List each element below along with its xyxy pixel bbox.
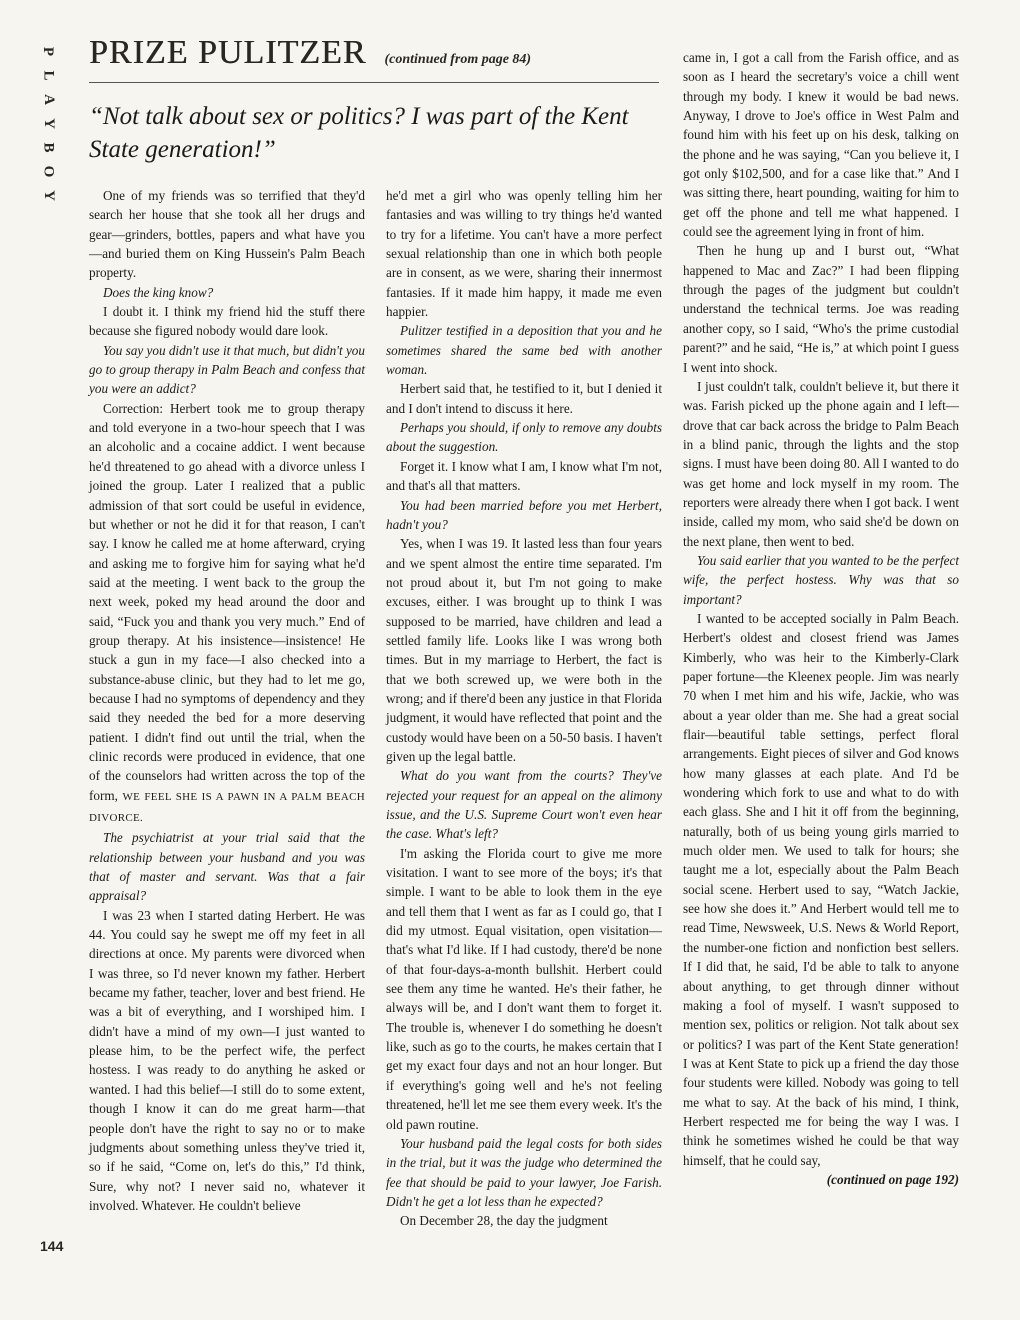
paragraph-text: You had been married before you met Herbert, hadn't you? [386,497,662,532]
continued-from-note: (continued from page 84) [384,52,532,67]
paragraph-text: I just couldn't talk, couldn't believe it, but there it was. Farish picked up the phone again and I left—drove that car back across the bridge to Palm Beach in a blind panic, through the lights and the stop signs. I must have been doing 80. All I wanted to do was get home and lock myself in my room. The reporters were already there when I got back. I went inside, called my mom, who said she'd be down on the next plane, then went to bed. [683,378,959,549]
paragraph-text: You said earlier that you wanted to be the perfect wife, the perfect hostess. Why was that so important? [683,552,959,607]
interview-question [89,341,365,399]
title-row [89,34,659,72]
paragraph-text: Yes, when I was 19. It lasted less than four years and we spent almost the entire time separated. I'm not proud about it, but I'm not going to make excuses, either. I was brought up to think I was supposed to be married, have children and lead a settled family life. Looks like I was wrong both times. But in my marriage to Herbert, the fact is that we both screwed up, we were both in the wrong; and if there'd been any justice in that Florida judgment, it would have reflected that point and the custody would have been on a 50-50 basis. I haven't given up the legal battle. [386,536,662,764]
magazine-vertical-name [36,44,60,203]
text-column-3 [683,48,959,1189]
paragraph-text: One of my friends was so terrified that they'd search her house that she took all her drugs and gear—grinders, bottles, papers and what have you—and buried them on King Hussein's Palm Beach property. [89,188,365,281]
paragraph-text: On December 28, the day the judgment [400,1213,608,1229]
form-quote-smallcaps: WE FEEL SHE IS A PAWN IN A PALM BEACH DIVORCE. [89,790,365,824]
interview-question [386,418,662,457]
article-title: PRIZE PULITZER [89,34,367,71]
text-column-2 [386,186,662,1231]
interview-answer [89,399,365,829]
interview-answer [386,379,662,418]
interview-answer [683,377,959,551]
header-rule [89,82,659,83]
paragraph-text: You say you didn't use it that much, but didn't you go to group therapy in Palm Beach and confess that you were an addict? [89,342,365,397]
interview-question [683,551,959,609]
paragraph-text: Then he hung up and I burst out, “What happened to Mac and Zac?” I had been flipping through the pages of the judgment but couldn't understand the technical terms. Joe was reading another copy, so I said, “Who's the prime custodial parent?” and he said, “He is,” at which point I guess I went into shock. [683,243,959,375]
paragraph-text: Does the king know? [103,284,214,300]
paragraph-text: came in, I got a call from the Farish office, and as soon as I heard the secretary's voice a chill went through my body. I knew it would be bad news. Anyway, I drove to Joe's office in West Palm and found him with his feet up on his desk, talking on the phone and he was saying, “Can you believe it, I got only $102,500, and for a case like that.” And I was sitting there, heart pounding, waiting for him to get off the phone and tell me what happened. I could see the agreement lying in front of him. [683,50,959,240]
paragraph-text: Forget it. I know what I am, I know what I'm not, and that's all that matters. [386,458,662,494]
paragraph-text: What do you want from the courts? They've rejected your request for an appeal on the alimony issue, and the U.S. Supreme Court won't even hear the case. What's left? [386,768,662,842]
paragraph-text: The psychiatrist at your trial said that the relationship between your husband and you was that of master and servant. Was that a fair appraisal? [89,830,365,904]
interview-question [386,321,662,379]
magazine-letter: A [40,94,57,105]
continued-on-note: (continued on page 192) [826,1171,959,1187]
paragraph-text: Your husband paid the legal costs for both sides in the trial, but it was the judge who determined the fee that should be paid to your lawyer, Joe Farish. Didn't he get a lot less than he expected? [386,1135,662,1209]
interview-answer [89,906,365,1216]
magazine-letter: Y [40,118,57,129]
paragraph-text: he'd met a girl who was openly telling him her fantasies and was willing to try things he'd wanted to try for a lifetime. You can't have a more perfect sexual relationship than one in which both people are in consent, as we were, sharing their innermost fantasies. If it made him happy, it made me even happier. [386,188,662,320]
interview-question [386,766,662,843]
interview-question [89,283,365,302]
interview-answer [386,534,662,766]
paragraph-text: I doubt it. I think my friend hid the stuff there because she figured nobody would dare look. [89,304,365,339]
interview-question [386,496,662,535]
magazine-letter: P [40,46,57,57]
interview-answer [683,241,959,376]
article-header [89,34,659,166]
answer-continuation [386,186,662,321]
interview-answer [386,457,662,496]
paragraph-text: Perhaps you should, if only to remove any doubts about the suggestion. [386,420,662,455]
paragraph-text: Herbert said that, he testified to it, but I denied it and I don't intend to discuss it here. [386,381,662,416]
paragraph-text: I wanted to be accepted socially in Palm Beach. Herbert's oldest and closest friend was James Kimberly, who was heir to the Kimberly-Clark paper fortune—the Kleenex people. Jim was nearly 70 when I met him and his wife, Jackie, who was about a year older than me. She had a great social flair—beautiful table settings, perfect floral arrangements. Eight pieces of silver and God knows how many glasses at each plate. And I'd be wondering which fork to use and what to do with each glass. She and I hit it off from the beginning, naturally, both of us being young girls married to much older men. We used to talk for hours; she taught me a lot, especially about the Palm Beach social scene. Herbert used to say, “Watch Jackie, see how she does it.” And Herbert would tell me to read Time, Newsweek, U.S. News & World Report, the number-one fiction and nonfiction best sellers. If I did that, he said, I'd be able to talk to anyone about anything, to get through dinner without making a fool of myself. I wasn't supposed to mention sex, politics or religion. Not talk about sex or politics? I was part of the Kent State generation! I was at Kent State to pick up a friend the day those four students were killed. Nobody was going to tell me what to say. At the back of his mind, I think, Herbert respected me for being the way I was. I think he sometimes wished he could be that way himself, that he could say, [683,610,959,1168]
paragraph-text: Pulitzer testified in a deposition that you and he sometimes shared the same bed with another woman. [386,323,662,378]
magazine-letter: O [40,165,57,178]
page-number: 144 [40,1238,64,1254]
interview-question [386,1134,662,1211]
paragraph-text: Correction: Herbert took me to group therapy and told everyone in a two-hour speech that I was an alcoholic and a cocaine addict. I went because he'd threatened to go ahead with a divorce unless I joined the group. Later I realized that a public admission of that sort could be useful in evidence, but whether or not he did it for that reason, I can't say. I know he called me at home afterward, crying and asking me to forgive him for saying what he'd said at the meeting. I went back to the group the next week, poked my head around the door and said, “Fuck you and thank you very much.” End of group therapy. At his insistence—insistence! He stuck a gun in my face—I also checked into a substance-abuse clinic, but they had to let me go, because I had no symptoms of dependency and they said they needed the bed for a more deserving patient. I didn't find out until the trial, when the clinic records were produced in evidence, that one of the counselors had written across the top of the form, [89,400,365,803]
pull-quote: “Not talk about sex or politics? I was part of the Kent State generation!” [89,103,629,163]
paragraph-text: I was 23 when I started dating Herbert. He was 44. You could say he swept me off my feet in all directions at once. My parents were divorced when I was three, so I'd never known my father. Herbert became my father, teacher, lover and best friend. He was a bit of everything, and I worshiped him. I didn't have a mind of my own—I just wanted to please him, to be the perfect wife, the perfect hostess. I was ready to do anything he asked or wanted. I had this belief—I still do to some extent, though I know it can do me great harm—that people don't have the right to say no or to make judgments about something unless they've tried it, so if he said, “Come on, let's do this,” I'd think, Sure, why not? I never said no, whatever it involved. Whatever. He couldn't believe [89,907,365,1213]
interview-answer [386,844,662,1134]
text-column-1 [89,186,365,1215]
interview-answer [386,1211,662,1230]
interview-answer [683,609,959,1170]
magazine-letter: L [40,70,57,81]
interview-answer [89,302,365,341]
interview-answer [89,186,365,283]
answer-continuation [683,48,959,241]
magazine-letter: Y [40,190,57,201]
paragraph-text: I'm asking the Florida court to give me more visitation. I want to see more of the boys; it's that simple. I want to be able to look them in the eye and tell them that I went as far as I could go, that I did my utmost. Equal visitation, open visitation—that's what I'd like. If I had custody, there'd be none of that four-days-a-month bullshit. Herbert could see them any time he wanted. He's their father, he always will be, and I don't want them to forget it. The trouble is, whenever I do something he doesn't like, such as go to the courts, he makes certain that I get my exact four days and not an hour longer. But if everything's going well and he's not feeling threatened, he'll let me see them every week. It's the old pawn routine. [386,845,662,1132]
interview-question [89,828,365,905]
magazine-letter: B [40,142,57,153]
